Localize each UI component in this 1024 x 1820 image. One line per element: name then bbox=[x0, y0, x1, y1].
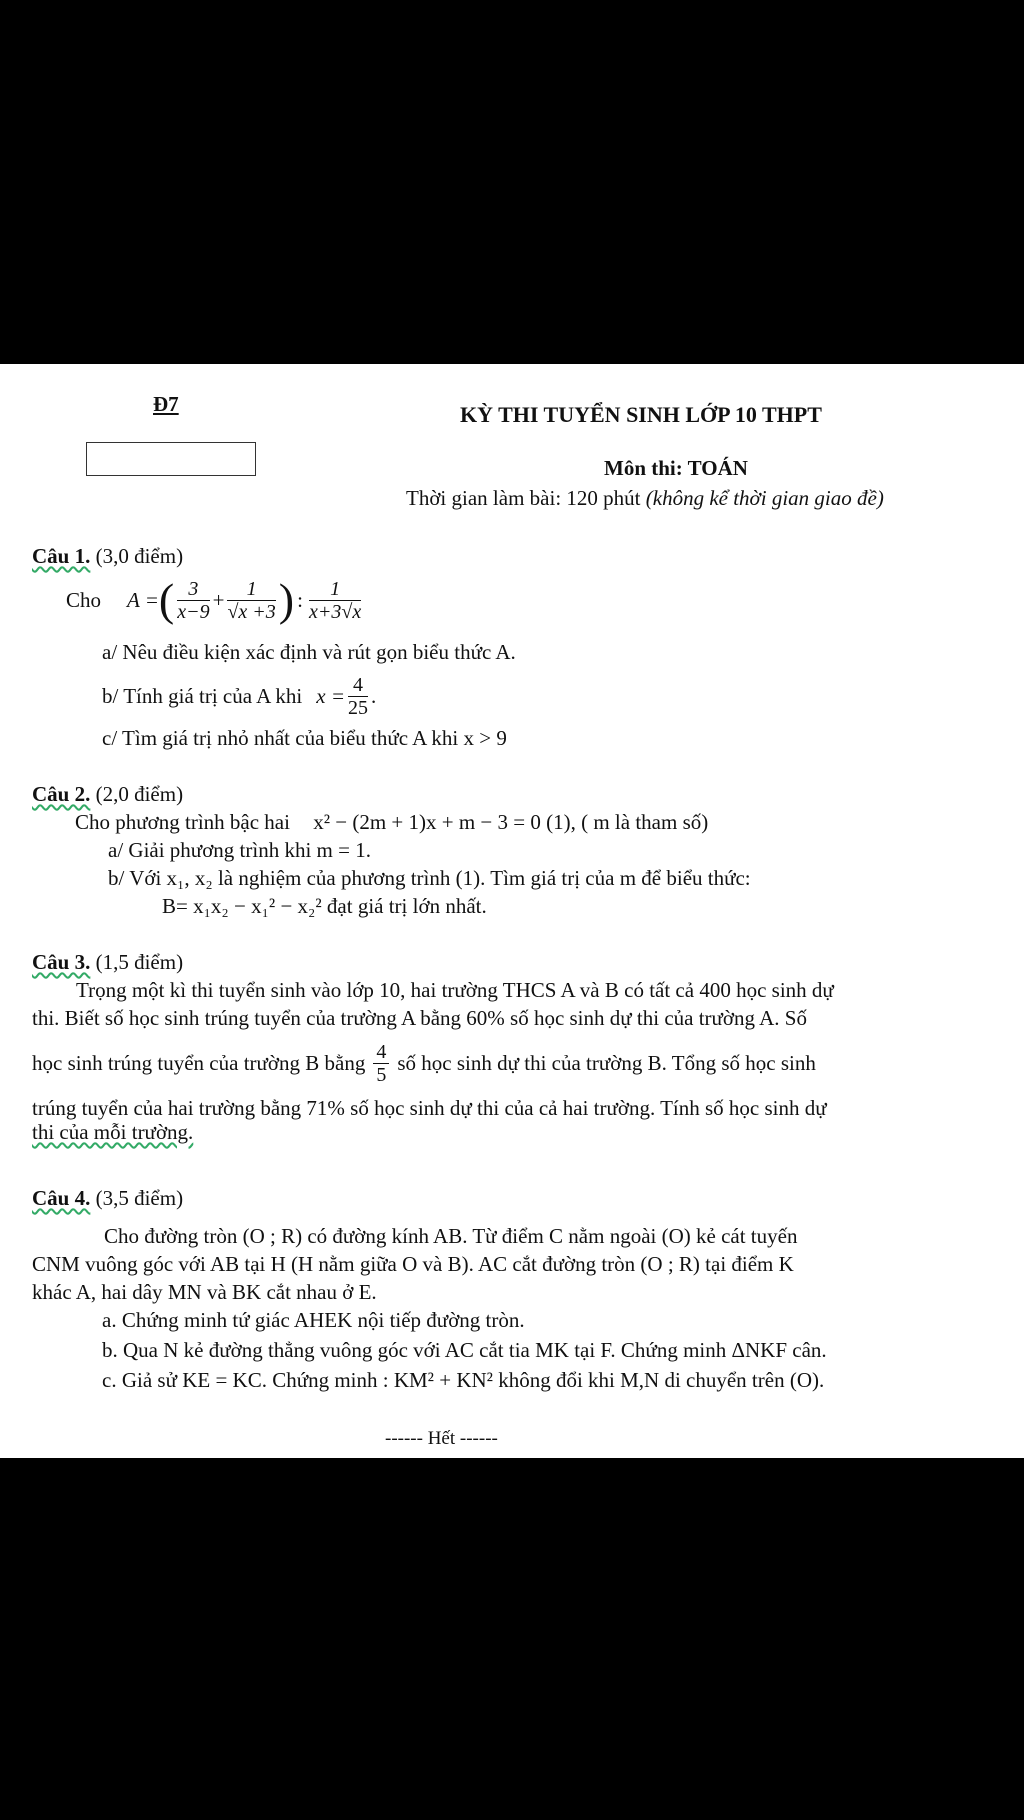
q1-part-c: c/ Tìm giá trị nhỏ nhất của biểu thức A khi x > 9 bbox=[102, 726, 507, 750]
q4-part-a: a. Chứng minh tứ giác AHEK nội tiếp đường tròn. bbox=[102, 1308, 525, 1332]
q2-intro: Cho phương trình bậc hai bbox=[75, 810, 290, 834]
q2-heading bbox=[32, 782, 183, 807]
q1-a-eq: A = bbox=[127, 587, 159, 612]
left-paren: ( bbox=[158, 574, 175, 625]
q2-part-b-expression: B= x₁x₂ − x₁² − x₂² đạt giá trị lớn nhất. bbox=[162, 894, 487, 918]
exam-code: Đ7 bbox=[153, 392, 179, 416]
q4-points: (3,5 điểm) bbox=[95, 1186, 184, 1210]
q1-b-end: . bbox=[371, 683, 377, 708]
q3-fraction: $\frac{4}{5}$ bbox=[373, 1041, 389, 1086]
q2-points: (2,0 điểm) bbox=[95, 782, 184, 806]
q1-fraction-2: $\frac{1}{√x +3}$ bbox=[227, 577, 276, 623]
q3-label: Câu 3. bbox=[32, 950, 91, 974]
q3-line-4: trúng tuyển của hai trường bằng 71% số học sinh dự thi của cả hai trường. Tính số học sinh dự bbox=[32, 1096, 827, 1120]
exam-subject: Môn thi: TOÁN bbox=[604, 456, 748, 480]
q1-heading bbox=[32, 544, 183, 569]
exam-time-note: (không kể thời gian giao đề) bbox=[645, 486, 884, 510]
q4-part-c: c. Giả sử KE = KC. Chứng minh : KM² + KN² không đổi khi M,N di chuyển trên (O). bbox=[102, 1368, 825, 1392]
q1-label: Câu 1. bbox=[32, 544, 91, 568]
q1-points: (3,0 điểm) bbox=[95, 544, 184, 568]
q3-line-3 bbox=[32, 1034, 816, 1092]
q3-heading bbox=[32, 950, 183, 975]
q4-line-2: CNM vuông góc với AB tại H (H nằm giữa O và B). AC cắt đường tròn (O ; R) tại điểm K bbox=[32, 1252, 794, 1276]
q2-equation: x² − (2m + 1)x + m − 3 = 0 (1), ( m là tham số) bbox=[313, 810, 709, 834]
q2-part-b: b/ Với x₁, x₂ là nghiệm của phương trình (1). Tìm giá trị của m để biểu thức: bbox=[108, 866, 751, 890]
exam-time-line bbox=[406, 486, 884, 511]
q1-plus: + bbox=[212, 587, 225, 612]
q1-part-b bbox=[102, 668, 376, 724]
q2-intro-line bbox=[75, 810, 708, 835]
q4-heading bbox=[32, 1186, 183, 1211]
q4-line-1: Cho đường tròn (O ; R) có đường kính AB. Từ điểm C nằm ngoài (O) kẻ cát tuyến bbox=[104, 1224, 798, 1248]
q3-line-5: thi của mỗi trường. bbox=[32, 1120, 194, 1144]
q3-line-1: Trọng một kì thi tuyển sinh vào lớp 10, hai trường THCS A và B có tất cả 400 học sinh dự bbox=[76, 978, 834, 1002]
exam-title: KỲ THI TUYỂN SINH LỚP 10 THPT bbox=[460, 402, 822, 427]
q2-label: Câu 2. bbox=[32, 782, 91, 806]
q3-line-3a: học sinh trúng tuyển của trường B bằng bbox=[32, 1050, 366, 1075]
q4-line-3: khác A, hai dây MN và BK cắt nhau ở E. bbox=[32, 1280, 377, 1304]
q3-line-3b: số học sinh dự thi của trường B. Tổng số học sinh bbox=[397, 1050, 816, 1075]
q2-part-a: a/ Giải phương trình khi m = 1. bbox=[108, 838, 371, 862]
q1-expression bbox=[66, 572, 364, 628]
q1-fraction-1: $\frac{3}{x-9}$ bbox=[177, 577, 210, 623]
q4-part-b: b. Qua N kẻ đường thẳng vuông góc với AC cắt tia MK tại F. Chứng minh ΔNKF cân. bbox=[102, 1338, 827, 1362]
q1-b-fraction: $\frac{4}{25}$ bbox=[348, 673, 369, 719]
q3-line-2: thi. Biết số học sinh trúng tuyển của trường A bằng 60% số học sinh dự thi của trường A. Số bbox=[32, 1006, 807, 1030]
q3-points: (1,5 điểm) bbox=[95, 950, 184, 974]
q1-b-text: b/ Tính giá trị của A khi bbox=[102, 683, 303, 708]
right-paren: ) bbox=[278, 574, 295, 625]
q1-colon: : bbox=[297, 587, 303, 612]
exam-end-marker: ------ Hết ------ bbox=[385, 1428, 498, 1449]
q1-cho: Cho bbox=[66, 587, 102, 612]
exam-time: Thời gian làm bài: 120 phút bbox=[406, 486, 641, 510]
q1-b-x: x = bbox=[316, 683, 346, 708]
q1-part-a: a/ Nêu điều kiện xác định và rút gọn biểu thức A. bbox=[102, 640, 516, 664]
q4-label: Câu 4. bbox=[32, 1186, 91, 1210]
candidate-number-box bbox=[86, 442, 256, 476]
exam-page bbox=[0, 364, 1024, 1458]
q1-fraction-3: $\frac{1}{x+3√x}$ bbox=[308, 577, 362, 623]
